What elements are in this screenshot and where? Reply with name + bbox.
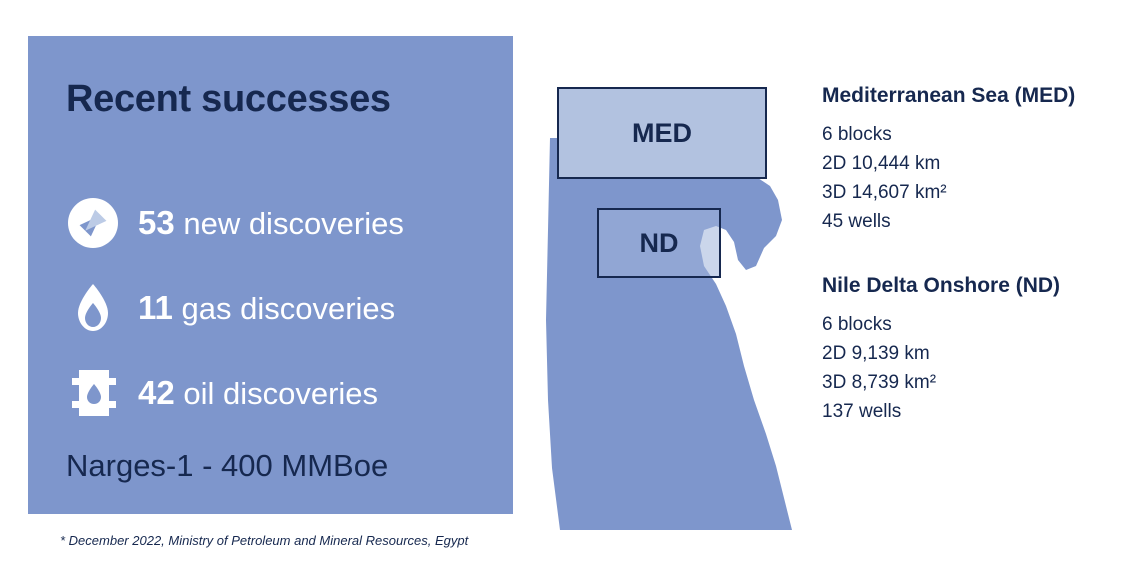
footnote: * December 2022, Ministry of Petroleum and Mineral Resources, Egypt	[60, 533, 469, 548]
map-box-med[interactable]	[557, 87, 767, 179]
stat-row	[66, 364, 378, 422]
stat-row	[66, 279, 395, 337]
egypt-map	[520, 70, 820, 540]
stat-value: 42	[138, 374, 175, 411]
legend-line: 2D 10,444 km	[822, 153, 941, 174]
oil-barrel-icon	[66, 366, 120, 420]
legend-line: 137 wells	[822, 401, 902, 422]
legend-line: 6 blocks	[822, 314, 892, 335]
stat-value: 11	[138, 289, 173, 326]
panel-footer-text: Narges-1 - 400 MMBoe	[66, 448, 389, 483]
page-title: Recent successes	[66, 78, 391, 120]
stat-text: new discoveries	[174, 206, 404, 241]
legend-title: Mediterranean Sea (MED)	[822, 84, 1076, 107]
legend-line: 2D 9,139 km	[822, 343, 930, 364]
gas-flame-icon	[66, 281, 120, 335]
stat-text: oil discoveries	[174, 376, 379, 411]
stat-text: gas discoveries	[172, 291, 396, 326]
legend-block-med	[822, 84, 1122, 236]
recent-successes-panel	[28, 36, 513, 514]
legend-line: 3D 14,607 km²	[822, 182, 947, 203]
legend-line: 3D 8,739 km²	[822, 372, 937, 393]
stat-label	[138, 289, 395, 327]
stat-value: 53	[138, 204, 175, 241]
legend-title: Nile Delta Onshore (ND)	[822, 274, 1061, 297]
compass-icon	[66, 196, 120, 250]
map-box-nd[interactable]	[597, 208, 721, 278]
legend-line: 6 blocks	[822, 124, 892, 145]
stat-row	[66, 194, 404, 252]
stat-label	[138, 204, 404, 242]
map-box-nd-label: ND	[639, 227, 679, 258]
stat-label	[138, 374, 378, 412]
map-box-med-label: MED	[632, 117, 692, 148]
legend-line: 45 wells	[822, 211, 891, 232]
legend-block-nd	[822, 274, 1122, 426]
